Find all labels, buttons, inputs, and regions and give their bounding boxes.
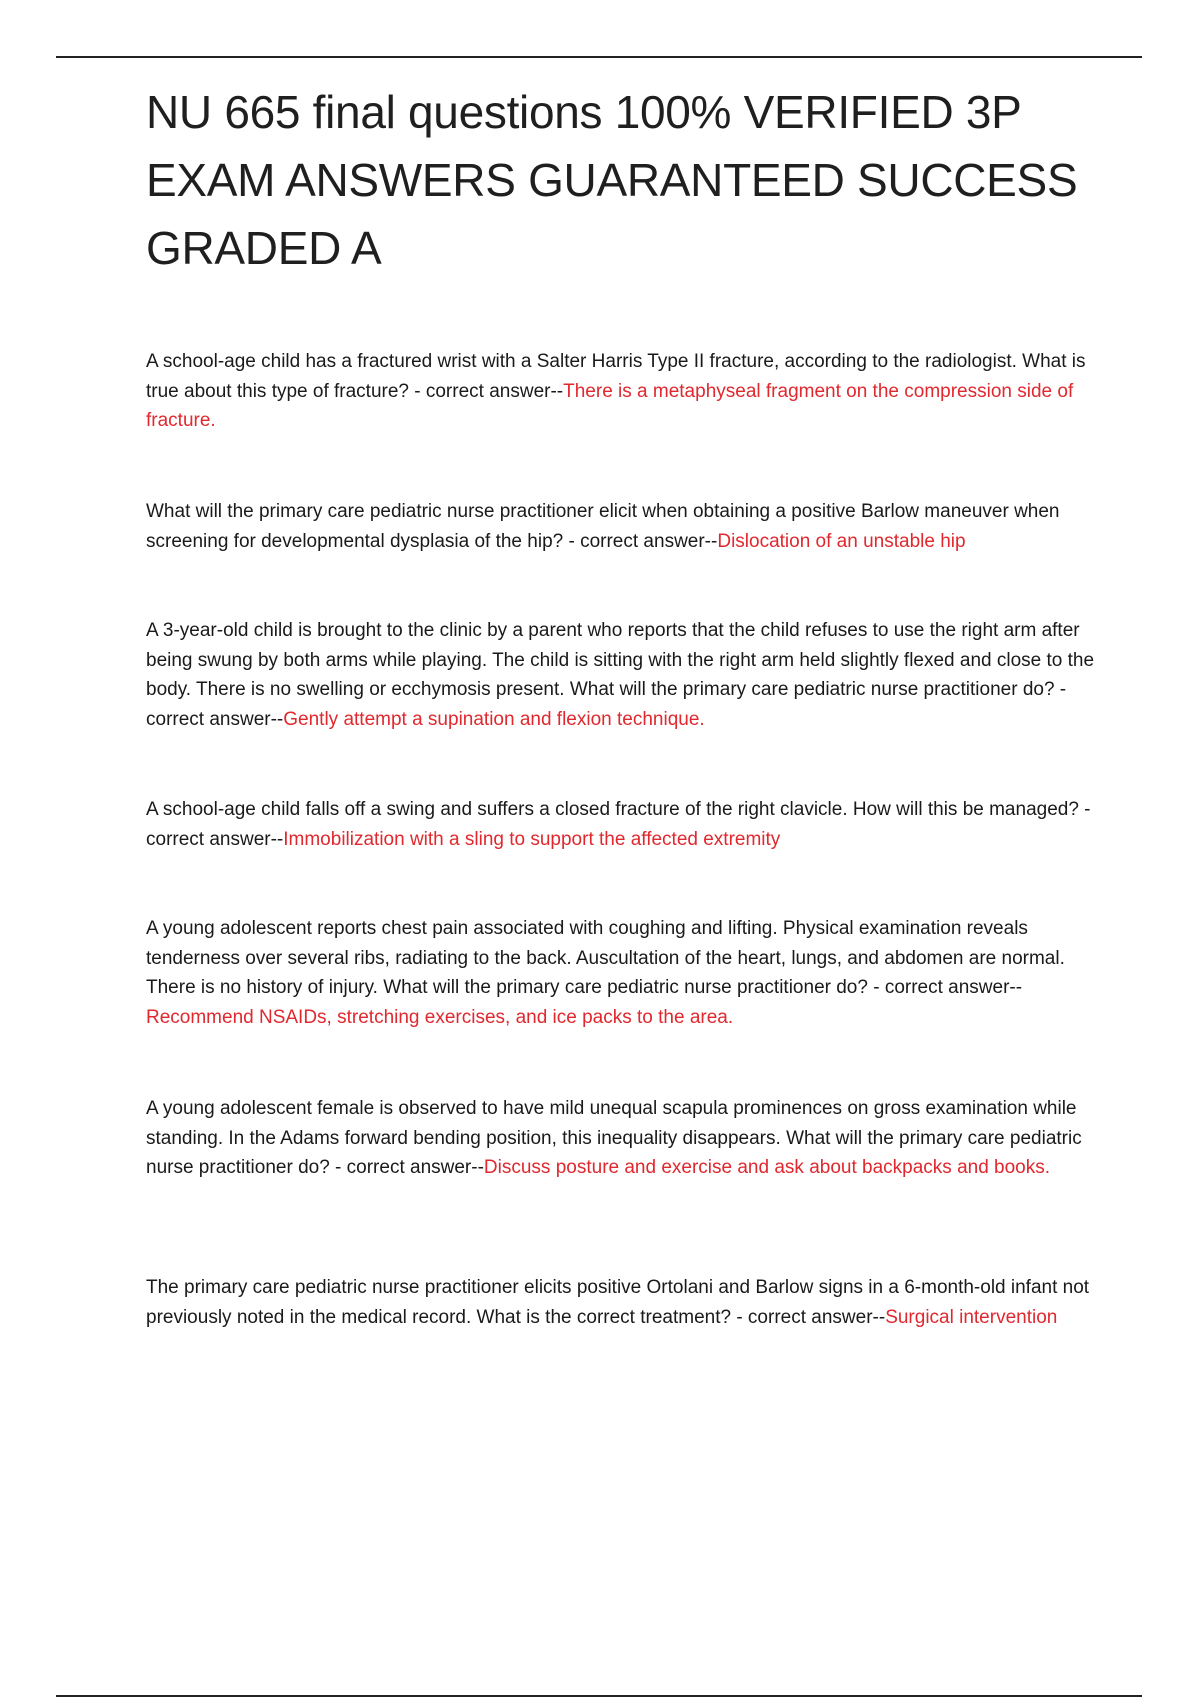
qa-item	[146, 616, 1096, 734]
qa-item	[146, 1273, 1096, 1332]
answer-text: Gently attempt a supination and flexion technique.	[283, 708, 705, 730]
answer-text: Surgical intervention	[885, 1306, 1058, 1328]
question-text: A school-age child has a fractured wrist with a Salter Harris Type II fracture, according to the radiologist. What is true about this type of fracture? - correct answer--	[146, 351, 1086, 402]
question-text: A young adolescent female is observed to have mild unequal scapula prominences on gross examination while standing. In the Adams forward bending position, this inequality disappears. What will the primary care pediatric nurse practitioner do? - correct answer--	[146, 1098, 1082, 1178]
question-text: A young adolescent reports chest pain associated with coughing and lifting. Physical examination reveals tenderness over several ribs, radiating to the back. Auscultation of the heart, lungs, and abdomen are normal. There is no history of injury. What will the primary care pediatric nurse practitioner do? - correct answer--	[146, 918, 1065, 998]
qa-item	[146, 795, 1096, 854]
answer-text: There is a metaphyseal fragment on the compression side of fracture.	[146, 380, 1074, 431]
answer-text: Dislocation of an unstable hip	[717, 530, 966, 552]
answer-text: Recommend NSAIDs, stretching exercises, and ice packs to the area.	[146, 1006, 734, 1028]
question-text: A 3-year-old child is brought to the clinic by a parent who reports that the child refuses to use the right arm after being swung by both arms while playing. The child is sitting with the right arm held slightly flexed and close to the body. There is no swelling or ecchymosis present. What will the primary care pediatric nurse practitioner do? - correct answer--	[146, 620, 1095, 730]
page-title: NU 665 final questions 100% VERIFIED 3P EXAM ANSWERS GUARANTEED SUCCESS GRADED A	[146, 86, 1078, 274]
answer-text: Discuss posture and exercise and ask about backpacks and books.	[483, 1157, 1051, 1178]
top-rule	[56, 56, 1142, 58]
question-text: The primary care pediatric nurse practitioner elicits positive Ortolani and Barlow signs in a 6-month-old infant not previously noted in the medical record. What is the correct treatment? - correct answer--	[146, 1277, 1090, 1328]
qa-item	[146, 1094, 1096, 1183]
answer-text: Immobilization with a sling to support the affected extremity	[283, 828, 781, 850]
question-text: What will the primary care pediatric nurse practitioner elicit when obtaining a positive Barlow maneuver when screening for developmental dysplasia of the hip? - correct answer--	[146, 501, 1060, 552]
qa-item	[146, 914, 1096, 1032]
qa-item	[146, 347, 1096, 436]
qa-item	[146, 497, 1096, 556]
bottom-rule	[56, 1695, 1142, 1697]
question-text: A school-age child falls off a swing and suffers a closed fracture of the right clavicle. How will this be managed? - correct answer--	[146, 799, 1091, 850]
